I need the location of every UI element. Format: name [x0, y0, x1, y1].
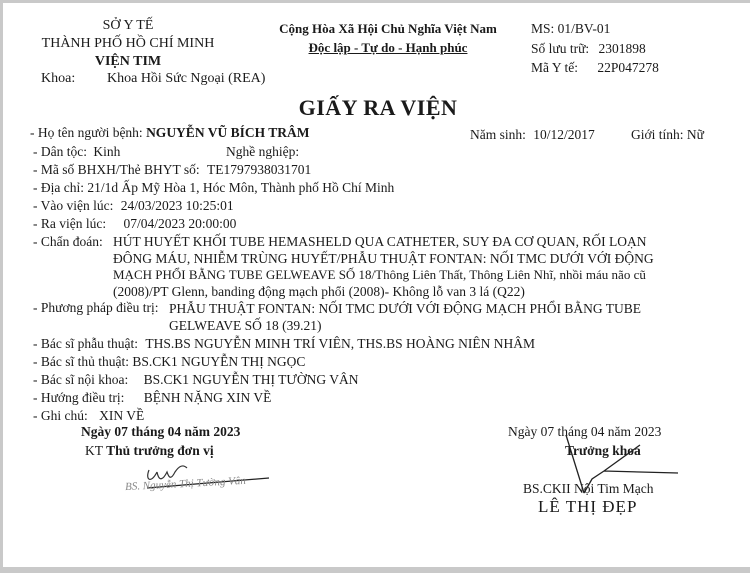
- authority-line-2: THÀNH PHỐ HỒ CHÍ MINH: [41, 36, 215, 51]
- surgeon-row: [33, 336, 535, 352]
- left-signature-role-text: Thủ trưởng đơn vị: [106, 443, 214, 458]
- address-value: 21/1d Ấp Mỹ Hòa 1, Hóc Môn, Thành phố Hồ Chí Minh: [87, 180, 395, 195]
- right-signature-date: Ngày 07 tháng 04 năm 2023: [508, 424, 662, 439]
- medical-code-value: 22P047278: [597, 60, 659, 75]
- patient-name-row: [30, 125, 309, 141]
- treatment-direction-row: [33, 390, 271, 406]
- discharge-label: - Ra viện lúc:: [33, 216, 107, 231]
- left-signature-date: Ngày 07 tháng 04 năm 2023: [81, 424, 241, 439]
- department-label: Khoa:: [41, 71, 76, 86]
- admission-value: 24/03/2023 10:25:01: [120, 198, 234, 213]
- left-signature-role: [85, 443, 214, 459]
- procedure-doctor-value: BS.CK1 NGUYỄN THỊ NGỌC: [132, 354, 306, 369]
- right-signature-role: Trưởng khoa: [565, 443, 641, 458]
- treatment-line: PHẪU THUẬT FONTAN: NỐI TMC DƯỚI VỚI ĐỘNG MẠCH PHỔI BẰNG TUBE: [169, 301, 642, 316]
- patient-name-label: - Họ tên người bệnh:: [30, 125, 143, 140]
- department-value: Khoa Hồi Sức Ngoại (REA): [107, 71, 266, 86]
- admission-label: - Vào viện lúc:: [33, 198, 114, 213]
- insurance-value: TE1797938031701: [207, 162, 312, 177]
- surgeon-label: - Bác sĩ phẫu thuật:: [33, 336, 138, 351]
- surgeon-value: THS.BS NGUYỄN MINH TRÍ VIÊN, THS.BS HOÀNG NIÊN NHÂM: [145, 336, 536, 351]
- gender-row: [631, 127, 704, 143]
- internal-doctor-row: [33, 372, 358, 388]
- address-label: - Địa chỉ:: [33, 180, 84, 195]
- left-signature-prefix: KT: [85, 443, 103, 458]
- insurance-row: [33, 162, 311, 178]
- procedure-doctor-label: - Bác sĩ thủ thuật:: [33, 354, 129, 369]
- internal-doctor-label: - Bác sĩ nội khoa:: [33, 372, 129, 387]
- gender-label: Giới tính:: [631, 127, 684, 142]
- note-label: - Ghi chú:: [33, 408, 88, 423]
- discharge-row: [33, 216, 236, 232]
- diagnosis-line: (2008)/PT Glenn, banding động mạch phổi (2008)- Không lỗ van 3 lá (Q22): [113, 283, 525, 299]
- patient-name-value: NGUYỄN VŨ BÍCH TRÂM: [146, 125, 310, 140]
- medical-code-label: Mã Y tế:: [531, 60, 578, 75]
- ethnicity-value: Kinh: [93, 144, 121, 159]
- occupation-label: Nghề nghiệp:: [226, 144, 300, 159]
- archive-number-label: Số lưu trữ:: [531, 40, 590, 56]
- dob-value: 10/12/2017: [533, 127, 595, 142]
- institution-name: VIỆN TIM: [94, 54, 162, 69]
- archive-number-value: 2301898: [598, 40, 646, 56]
- diagnosis-label: - Chẩn đoán:: [33, 234, 103, 249]
- treatment-label: - Phương pháp điều trị:: [33, 300, 159, 315]
- insurance-label: - Mã số BHXH/Thẻ BHYT số:: [33, 162, 200, 177]
- address-row: [33, 180, 394, 196]
- diagnosis-text: [113, 234, 654, 300]
- diagnosis-line: ĐÔNG MÁU, NHIỄM TRÙNG HUYẾT/PHẪU THUẬT FONTAN: NỐI TMC DƯỚI VỚI ĐỘNG: [113, 250, 654, 266]
- authority-line-1: SỞ Y TẾ: [102, 18, 154, 33]
- right-signature-title: BS.CKII Nội Tim Mạch: [523, 481, 654, 496]
- ethnicity-label: - Dân tộc:: [33, 144, 87, 159]
- note-value: XIN VỀ: [99, 408, 145, 423]
- motto: Độc lập - Tự do - Hạnh phúc: [308, 40, 468, 55]
- ethnicity-row: [33, 144, 120, 160]
- discharge-value: 07/04/2023 20:00:00: [123, 216, 237, 231]
- document-title: GIẤY RA VIỆN: [298, 95, 458, 120]
- treatment-direction-value: BỆNH NẶNG XIN VỀ: [143, 390, 272, 405]
- country-name: Cộng Hòa Xã Hội Chủ Nghĩa Việt Nam: [279, 21, 497, 36]
- issuing-authority: [3, 17, 253, 71]
- admission-row: [33, 198, 234, 214]
- treatment-line: GELWEAVE SỐ 18 (39.21): [169, 318, 322, 333]
- diagnosis-line: HÚT HUYẾT KHỐI TUBE HEMASHELD QUA CATHETER, SUY ĐA CƠ QUAN, RỐI LOẠN: [113, 234, 647, 249]
- treatment-direction-label: - Hướng điều trị:: [33, 390, 125, 405]
- occupation-row: [226, 144, 299, 160]
- internal-doctor-value: BS.CK1 NGUYỄN THỊ TƯỜNG VÂN: [143, 372, 359, 387]
- dob-label: Năm sinh:: [470, 127, 526, 142]
- left-signature-name: BS. Nguyễn Thị Tường Vân: [124, 474, 247, 494]
- treatment-text: [169, 300, 641, 334]
- diagnosis-line: MẠCH PHỔI BẰNG TUBE GELWEAVE SỐ 18/Thông Liên Thất, Thông Liên Nhĩ, nhồi máu não cũ: [113, 267, 646, 282]
- document-codes: [531, 19, 659, 78]
- note-row: [33, 408, 144, 424]
- form-code: MS: 01/BV-01: [531, 21, 611, 36]
- discharge-paper: [3, 3, 750, 567]
- dob-row: [470, 127, 595, 143]
- national-motto: [273, 19, 503, 57]
- right-signature-name: LÊ THỊ ĐẸP: [538, 497, 638, 516]
- procedure-doctor-row: [33, 354, 305, 370]
- gender-value: Nữ: [686, 127, 704, 142]
